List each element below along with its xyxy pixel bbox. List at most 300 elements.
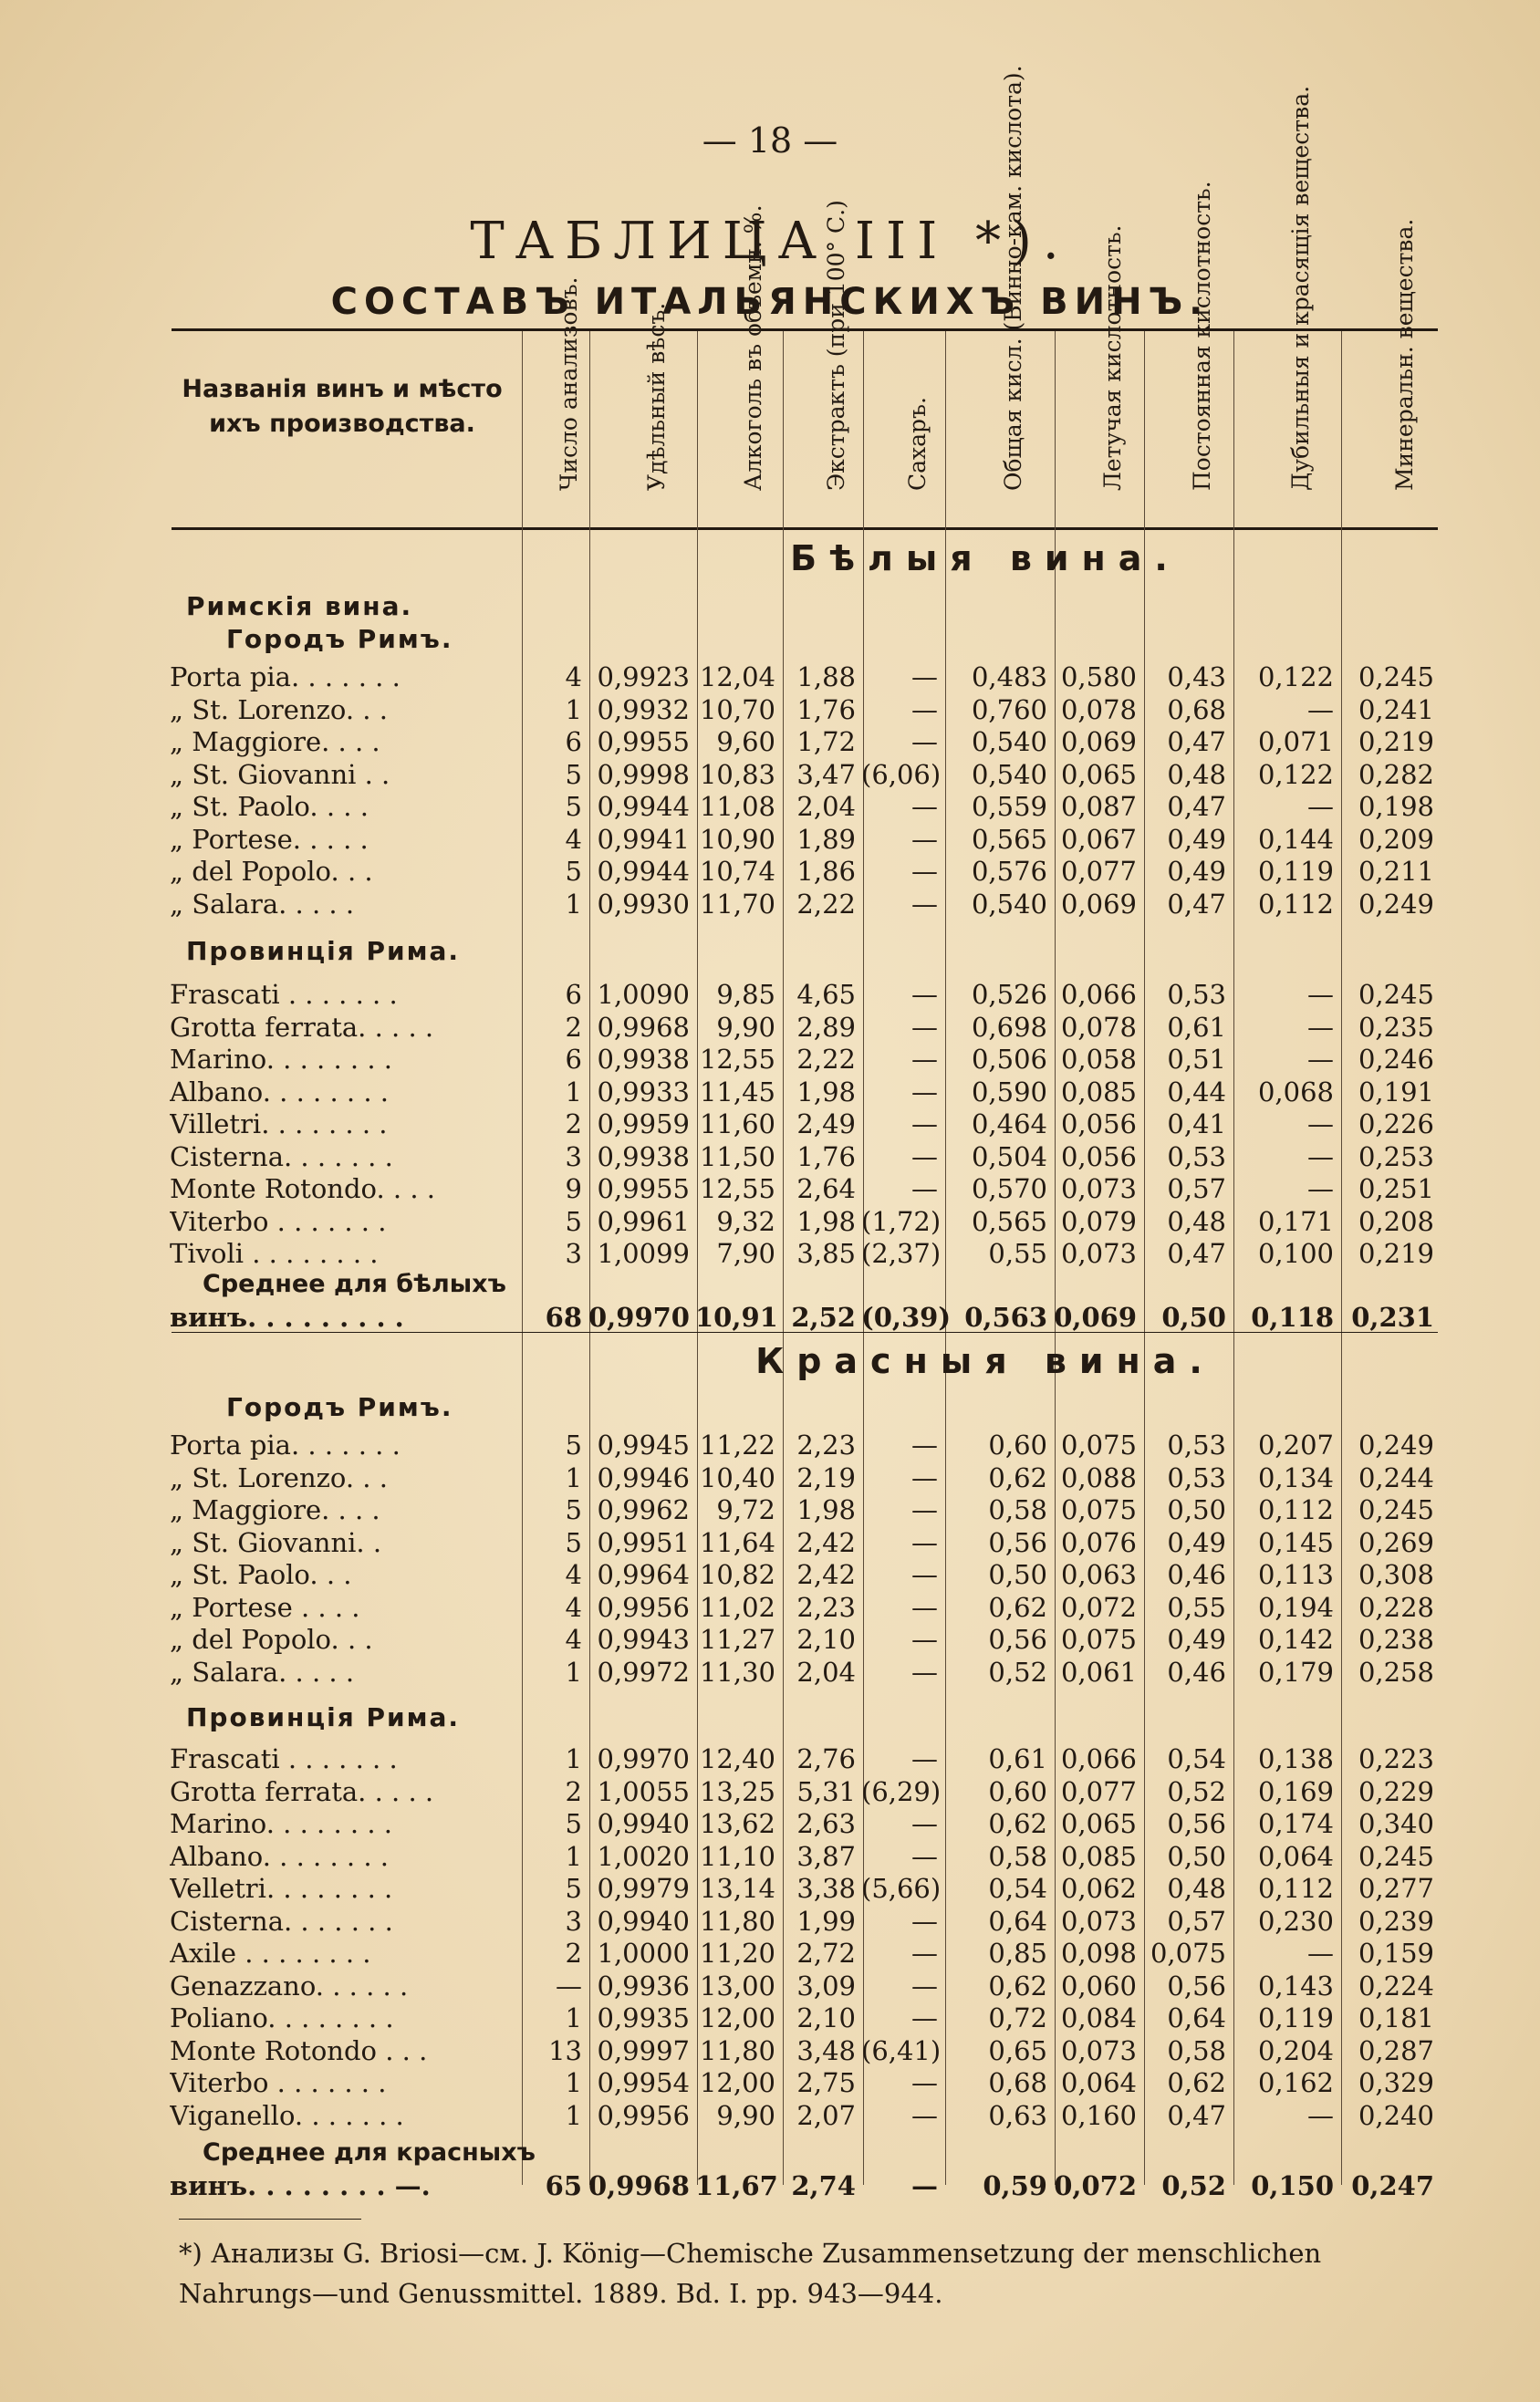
table-cell: 0,68 xyxy=(1167,693,1226,725)
table-cell: 0,760 xyxy=(971,693,1047,725)
table-cell: 0,253 xyxy=(1358,1140,1434,1172)
table-cell: 0,9959 xyxy=(597,1108,690,1139)
table-cell: 0,9951 xyxy=(597,1526,690,1558)
table-cell: — xyxy=(1307,693,1334,725)
table-cell: 0,209 xyxy=(1358,823,1434,855)
table-cell: 5,31 xyxy=(796,1775,856,1807)
table-title: ТАБЛИЦА III *). xyxy=(470,212,1070,271)
table-cell: 11,10 xyxy=(699,1840,775,1872)
table-cell: 0,68 xyxy=(988,2067,1047,2098)
table-cell: 12,04 xyxy=(699,661,775,692)
wine-name: „ del Popolo. . . xyxy=(170,1624,373,1655)
table-cell: 0,098 xyxy=(1060,1938,1137,1969)
table-cell: 10,83 xyxy=(699,758,775,790)
table-cell: — xyxy=(911,1076,938,1107)
table-row xyxy=(170,1591,1441,1624)
table-cell: 6 xyxy=(565,726,582,757)
table-cell: 0,085 xyxy=(1060,1076,1137,1107)
table-cell: 9,72 xyxy=(716,1494,775,1525)
table-cell: 0,58 xyxy=(1167,2034,1226,2066)
table-cell: 0,53 xyxy=(1167,979,1226,1010)
table-cell: 0,56 xyxy=(1167,1970,1226,2002)
table-cell: — xyxy=(911,1656,938,1688)
table-cell: 0,9961 xyxy=(597,1205,690,1237)
table-cell: 0,229 xyxy=(1358,1775,1434,1807)
table-row xyxy=(170,1205,1441,1238)
table-cell: 5 xyxy=(565,1808,582,1839)
table-cell: 2,04 xyxy=(796,1656,856,1688)
table-cell: 0,087 xyxy=(1060,791,1137,822)
wine-name: винъ. . . . . . . . —. xyxy=(170,2170,431,2201)
table-row xyxy=(170,1872,1441,1905)
table-cell: (2,37) xyxy=(861,1238,942,1269)
table-cell: 5 xyxy=(565,1205,582,1237)
table-cell: 0,61 xyxy=(1167,1011,1226,1043)
table-cell: 0,134 xyxy=(1257,1461,1334,1493)
table-cell: 1,76 xyxy=(796,693,856,725)
table-cell: — xyxy=(911,2067,938,2098)
wine-name: Frascati . . . . . . . xyxy=(170,979,398,1010)
table-cell: 0,53 xyxy=(1167,1461,1226,1493)
table-cell: — xyxy=(911,2099,938,2131)
table-cell: — xyxy=(911,2002,938,2033)
table-cell: 0,067 xyxy=(1060,823,1137,855)
table-cell: 0,058 xyxy=(1060,1044,1137,1075)
table-cell: 2,10 xyxy=(796,1624,856,1655)
table-cell: 0,159 xyxy=(1358,1938,1434,1969)
table-cell: 0,62 xyxy=(988,1970,1047,2002)
table-cell: 0,9955 xyxy=(597,726,690,757)
wine-name: „ St. Giovanni . . xyxy=(170,758,390,790)
wine-name: „ Portese . . . . xyxy=(170,1591,360,1623)
table-cell: 0,9979 xyxy=(597,1873,690,1904)
table-cell: — xyxy=(911,1559,938,1590)
table-cell: 0,211 xyxy=(1358,856,1434,887)
wine-name: „ Portese. . . . . xyxy=(170,823,369,855)
table-cell: 0,62 xyxy=(988,1808,1047,1839)
table-cell: 0,526 xyxy=(971,979,1047,1010)
table-cell: 0,56 xyxy=(1167,1808,1226,1839)
table-cell: 0,100 xyxy=(1257,1238,1334,1269)
table-cell: 0,069 xyxy=(1060,888,1137,920)
table-cell: 3,47 xyxy=(796,758,856,790)
table-cell: 1,72 xyxy=(796,726,856,757)
table-cell: 0,540 xyxy=(971,758,1047,790)
group-heading: Римскія вина. xyxy=(186,591,413,621)
table-cell: 0,162 xyxy=(1257,2067,1334,2098)
table-cell: — xyxy=(911,1624,938,1655)
table-cell: 0,073 xyxy=(1060,1905,1137,1937)
table-row xyxy=(170,1937,1441,1970)
table-cell: 0,118 xyxy=(1251,1302,1334,1333)
table-cell: 0,073 xyxy=(1060,1173,1137,1204)
table-cell: 0,54 xyxy=(988,1873,1047,1904)
table-cell: 0,150 xyxy=(1251,2170,1334,2201)
table-cell: 4 xyxy=(565,823,582,855)
table-cell: 2,07 xyxy=(796,2099,856,2131)
table-cell: 1 xyxy=(565,1461,582,1493)
table-cell: 0,590 xyxy=(971,1076,1047,1107)
table-cell: 0,112 xyxy=(1257,1494,1334,1525)
table-cell: 0,9968 xyxy=(588,2170,690,2201)
table-cell: — xyxy=(1307,1108,1334,1139)
table-cell: — xyxy=(911,888,938,920)
table-cell: 0,62 xyxy=(1167,2067,1226,2098)
table-row xyxy=(170,1905,1441,1938)
table-cell: 2 xyxy=(565,1775,582,1807)
table-cell: 0,50 xyxy=(1167,1494,1226,1525)
table-cell: 0,570 xyxy=(971,1173,1047,1204)
table-cell: 6 xyxy=(565,1044,582,1075)
table-cell: 0,49 xyxy=(1167,856,1226,887)
table-cell: (0,39) xyxy=(861,1302,952,1333)
table-cell: 13,25 xyxy=(699,1775,775,1807)
table-cell: 0,078 xyxy=(1060,693,1137,725)
table-cell: 3 xyxy=(565,1140,582,1172)
wine-name: Viterbo . . . . . . . xyxy=(170,2067,387,2098)
table-row xyxy=(170,1558,1441,1591)
table-cell: 2,76 xyxy=(796,1743,856,1774)
table-cell: 1 xyxy=(565,2002,582,2033)
table-cell: 0,9938 xyxy=(597,1044,690,1075)
table-cell: 0,49 xyxy=(1167,1624,1226,1655)
table-cell: 3,48 xyxy=(796,2034,856,2066)
table-cell: 11,22 xyxy=(699,1430,775,1461)
table-cell: 0,269 xyxy=(1358,1526,1434,1558)
table-cell: 0,58 xyxy=(988,1494,1047,1525)
table-cell: — xyxy=(1307,1938,1334,1969)
table-cell: 4 xyxy=(565,661,582,692)
table-cell: 65 xyxy=(545,2170,582,2201)
table-cell: 0,59 xyxy=(983,2170,1047,2201)
name-column-header: Названія винъ и мѣсто ихъ производства. xyxy=(182,375,503,438)
table-cell: 0,073 xyxy=(1060,2034,1137,2066)
table-cell: 2 xyxy=(565,1108,582,1139)
table-cell: — xyxy=(1307,1044,1334,1075)
table-cell: 1 xyxy=(565,693,582,725)
table-row xyxy=(170,1140,1441,1173)
wine-name: винъ. . . . . . . . . xyxy=(170,1302,404,1333)
table-cell: 0,063 xyxy=(1060,1559,1137,1590)
table-cell: 4 xyxy=(565,1624,582,1655)
table-cell: 10,91 xyxy=(695,1302,778,1333)
table-cell: 0,41 xyxy=(1167,1108,1226,1139)
table-cell: 0,085 xyxy=(1060,1840,1137,1872)
table-row xyxy=(170,1237,1441,1270)
table-cell: 0,207 xyxy=(1257,1430,1334,1461)
column-header-tannins: Дубильныя и красящія вещества. xyxy=(1287,85,1314,491)
table-cell: 0,239 xyxy=(1358,1905,1434,1937)
table-cell: 2,19 xyxy=(796,1461,856,1493)
table-cell: 13,62 xyxy=(699,1808,775,1839)
table-cell: 1,99 xyxy=(796,1905,856,1937)
table-cell: 0,60 xyxy=(988,1430,1047,1461)
wine-name: „ Salara. . . . . xyxy=(170,1656,355,1688)
table-cell: 0,565 xyxy=(971,823,1047,855)
table-cell: 0,56 xyxy=(988,1624,1047,1655)
table-row xyxy=(170,1526,1441,1559)
table-cell: 2,22 xyxy=(796,888,856,920)
table-cell: 0,143 xyxy=(1257,1970,1334,2002)
table-cell: — xyxy=(911,1905,938,1937)
table-cell: 0,245 xyxy=(1358,1840,1434,1872)
footnote-rule xyxy=(179,2219,361,2220)
table-cell: 0,47 xyxy=(1167,888,1226,920)
wine-name: Cisterna. . . . . . . xyxy=(170,1140,393,1172)
table-cell: 0,9923 xyxy=(597,661,690,692)
column-header-analyses: Число анализовъ. xyxy=(556,276,582,491)
table-cell: 0,47 xyxy=(1167,2099,1226,2131)
table-cell: 0,228 xyxy=(1358,1591,1434,1623)
table-cell: — xyxy=(1307,1011,1334,1043)
wine-name: „ St. Paolo. . . . xyxy=(170,791,369,822)
table-cell: — xyxy=(911,1743,938,1774)
table-cell: 0,50 xyxy=(988,1559,1047,1590)
table-cell: 0,073 xyxy=(1060,1238,1137,1269)
table-cell: 1,88 xyxy=(796,661,856,692)
table-cell: 1 xyxy=(565,1743,582,1774)
table-cell: 0,540 xyxy=(971,888,1047,920)
table-cell: 1,98 xyxy=(796,1494,856,1525)
table-cell: 0,245 xyxy=(1358,1494,1434,1525)
table-cell: — xyxy=(1307,791,1334,822)
table-cell: 0,48 xyxy=(1167,1205,1226,1237)
table-cell: 0,58 xyxy=(988,1840,1047,1872)
table-cell: 0,056 xyxy=(1060,1108,1137,1139)
table-cell: 12,00 xyxy=(699,2002,775,2033)
table-cell: 0,576 xyxy=(971,856,1047,887)
table-cell: 0,56 xyxy=(988,1526,1047,1558)
table-cell: 5 xyxy=(565,1873,582,1904)
table-cell: 1,86 xyxy=(796,856,856,887)
table-cell: — xyxy=(911,1591,938,1623)
table-cell: 0,240 xyxy=(1358,2099,1434,2131)
table-row xyxy=(170,855,1441,888)
table-cell: 0,308 xyxy=(1358,1559,1434,1590)
table-cell: (6,29) xyxy=(861,1775,942,1807)
table-cell: 1,0090 xyxy=(597,979,690,1010)
column-header-specific-gravity: Удѣльный вѣсъ. xyxy=(643,302,670,491)
table-cell: 0,9943 xyxy=(597,1624,690,1655)
table-cell: 0,068 xyxy=(1257,1076,1334,1107)
table-cell: 0,340 xyxy=(1358,1808,1434,1839)
table-cell: 0,060 xyxy=(1060,1970,1137,2002)
table-cell: 0,62 xyxy=(988,1461,1047,1493)
table-cell: 0,504 xyxy=(971,1140,1047,1172)
table-cell: 0,9930 xyxy=(597,888,690,920)
table-cell: 0,077 xyxy=(1060,856,1137,887)
table-cell: 11,20 xyxy=(699,1938,775,1969)
wine-name: Monte Rotondo . . . xyxy=(170,2034,428,2066)
table-row xyxy=(170,1775,1441,1808)
table-cell: 13 xyxy=(548,2034,582,2066)
table-row xyxy=(170,725,1441,758)
table-cell: 0,249 xyxy=(1358,1430,1434,1461)
table-cell: 0,580 xyxy=(1060,661,1137,692)
table-cell: 1,98 xyxy=(796,1076,856,1107)
wine-name: Marino. . . . . . . . xyxy=(170,1044,393,1075)
table-cell: 0,9956 xyxy=(597,1591,690,1623)
table-cell: 0,559 xyxy=(971,791,1047,822)
footnote-line: *) Анализы G. Briosi—см. J. König—Chemische Zusammensetzung der menschlichen xyxy=(179,2238,1322,2269)
table-cell: 10,40 xyxy=(699,1461,775,1493)
table-cell: 0,112 xyxy=(1257,888,1334,920)
wine-name: Viganello. . . . . . . xyxy=(170,2099,404,2131)
wine-name: Cisterna. . . . . . . xyxy=(170,1905,393,1937)
table-cell: 0,9932 xyxy=(597,693,690,725)
table-cell: 0,258 xyxy=(1358,1656,1434,1688)
table-cell: 0,64 xyxy=(988,1905,1047,1937)
table-cell: 0,245 xyxy=(1358,661,1434,692)
wine-name: „ St. Lorenzo. . . xyxy=(170,693,388,725)
footnote xyxy=(179,2233,1456,2314)
table-cell: 0,075 xyxy=(1060,1624,1137,1655)
table-cell: 0,47 xyxy=(1167,1238,1226,1269)
table-cell: 6 xyxy=(565,979,582,1010)
header-bottom-rule xyxy=(172,527,1438,530)
table-cell: 0,9936 xyxy=(597,1970,690,2002)
wine-name: „ Maggiore. . . . xyxy=(170,1494,380,1525)
table-cell: 0,282 xyxy=(1358,758,1434,790)
table-cell: 2,42 xyxy=(796,1559,856,1590)
table-cell: 1,76 xyxy=(796,1140,856,1172)
group-heading: Провинція Рима. xyxy=(186,936,461,966)
header-top-rule xyxy=(172,328,1438,331)
table-cell: 9,60 xyxy=(716,726,775,757)
table-row xyxy=(170,1429,1441,1461)
table-cell: 0,483 xyxy=(971,661,1047,692)
table-cell: 0,287 xyxy=(1358,2034,1434,2066)
table-cell: 9,90 xyxy=(716,1011,775,1043)
table-cell: 10,74 xyxy=(699,856,775,887)
table-cell: — xyxy=(911,856,938,887)
table-cell: — xyxy=(911,979,938,1010)
table-cell: — xyxy=(911,791,938,822)
table-cell: 3,09 xyxy=(796,1970,856,2002)
table-cell: 0,231 xyxy=(1351,1302,1434,1333)
table-cell: 10,90 xyxy=(699,823,775,855)
table-cell: 11,70 xyxy=(699,888,775,920)
table-cell: 0,244 xyxy=(1358,1461,1434,1493)
table-row xyxy=(170,1493,1441,1526)
table-cell: 1,0000 xyxy=(597,1938,690,1969)
table-cell: 12,55 xyxy=(699,1044,775,1075)
table-cell: 0,85 xyxy=(988,1938,1047,1969)
table-cell: 3,38 xyxy=(796,1873,856,1904)
table-cell: 11,50 xyxy=(699,1140,775,1172)
table-cell: 0,075 xyxy=(1060,1430,1137,1461)
table-cell: 0,47 xyxy=(1167,791,1226,822)
table-cell: 0,181 xyxy=(1358,2002,1434,2033)
wine-name: Monte Rotondo. . . . xyxy=(170,1173,435,1204)
table-cell: 0,54 xyxy=(1167,1743,1226,1774)
column-header-total-acid: Общая кисл. (Винно-кам. кислота). xyxy=(1000,65,1026,491)
column-header-alcohol: Алкоголь въ объемн. %. xyxy=(740,204,766,491)
table-cell: 0,47 xyxy=(1167,726,1226,757)
table-cell: 0,48 xyxy=(1167,1873,1226,1904)
table-cell: 0,072 xyxy=(1054,2170,1137,2201)
table-cell: 1,0099 xyxy=(597,1238,690,1269)
table-row xyxy=(170,1656,1441,1689)
table-cell: 0,51 xyxy=(1167,1044,1226,1075)
table-row xyxy=(170,2034,1441,2067)
table-cell: 0,53 xyxy=(1167,1140,1226,1172)
table-cell: 0,9944 xyxy=(597,856,690,887)
table-cell: 11,08 xyxy=(699,791,775,822)
table-cell: — xyxy=(911,1938,938,1969)
table-cell: 0,075 xyxy=(1060,1494,1137,1525)
table-cell: 0,075 xyxy=(1150,1938,1226,1969)
table-cell: 0,174 xyxy=(1257,1808,1334,1839)
section-title-white: Бѣлыя вина. xyxy=(790,538,1181,578)
table-cell: 3 xyxy=(565,1238,582,1269)
group-heading: Провинція Рима. xyxy=(186,1702,461,1732)
table-cell: 9,90 xyxy=(716,2099,775,2131)
table-cell: 0,246 xyxy=(1358,1044,1434,1075)
table-cell: 5 xyxy=(565,791,582,822)
table-cell: 0,223 xyxy=(1358,1743,1434,1774)
table-row xyxy=(170,693,1441,726)
table-cell: 0,138 xyxy=(1257,1743,1334,1774)
table-cell: 1 xyxy=(565,888,582,920)
table-cell: 0,224 xyxy=(1358,1970,1434,2002)
footnote-line: Nahrungs—und Genussmittel. 1889. Bd. I. pp. 943—944. xyxy=(179,2278,943,2309)
table-cell: 0,9997 xyxy=(597,2034,690,2066)
wine-name: Villetri. . . . . . . . xyxy=(170,1108,388,1139)
wine-name: Albano. . . . . . . . xyxy=(170,1076,389,1107)
table-cell: — xyxy=(911,1840,938,1872)
table-cell: 2,75 xyxy=(796,2067,856,2098)
table-row xyxy=(170,1840,1441,1873)
table-cell: 0,065 xyxy=(1060,758,1137,790)
table-row xyxy=(170,1076,1441,1108)
table-cell: 7,90 xyxy=(716,1238,775,1269)
wine-name: Grotta ferrata. . . . . xyxy=(170,1775,434,1807)
table-cell: 4 xyxy=(565,1591,582,1623)
table-cell: 10,82 xyxy=(699,1559,775,1590)
table-cell: 0,9968 xyxy=(597,1011,690,1043)
table-row xyxy=(170,1172,1441,1205)
table-cell: 0,9938 xyxy=(597,1140,690,1172)
table-cell: 2,89 xyxy=(796,1011,856,1043)
table-cell: 13,14 xyxy=(699,1873,775,1904)
column-header-minerals: Минеральн. вещества. xyxy=(1391,218,1418,491)
table-cell: 0,088 xyxy=(1060,1461,1137,1493)
table-cell: 11,80 xyxy=(699,1905,775,1937)
table-cell: 0,9998 xyxy=(597,758,690,790)
table-cell: 0,066 xyxy=(1060,1743,1137,1774)
table-cell: 0,219 xyxy=(1358,1238,1434,1269)
table-cell: 0,50 xyxy=(1161,1302,1226,1333)
table-cell: 0,52 xyxy=(1161,2170,1226,2201)
table-cell: 0,208 xyxy=(1358,1205,1434,1237)
table-cell: 0,49 xyxy=(1167,823,1226,855)
table-cell: 2,72 xyxy=(796,1938,856,1969)
page-number: — 18 — xyxy=(702,120,838,161)
table-cell: 0,9945 xyxy=(597,1430,690,1461)
wine-name: „ St. Lorenzo. . . xyxy=(170,1461,388,1493)
table-cell: 0,171 xyxy=(1257,1205,1334,1237)
table-cell: 4 xyxy=(565,1559,582,1590)
table-cell: 0,9956 xyxy=(597,2099,690,2131)
table-cell: 2,64 xyxy=(796,1173,856,1204)
table-cell: 0,53 xyxy=(1167,1430,1226,1461)
table-cell: 5 xyxy=(565,856,582,887)
table-row xyxy=(170,1107,1441,1140)
table-row xyxy=(170,2169,1441,2202)
table-cell: 1,0020 xyxy=(597,1840,690,1872)
table-cell: 11,27 xyxy=(699,1624,775,1655)
